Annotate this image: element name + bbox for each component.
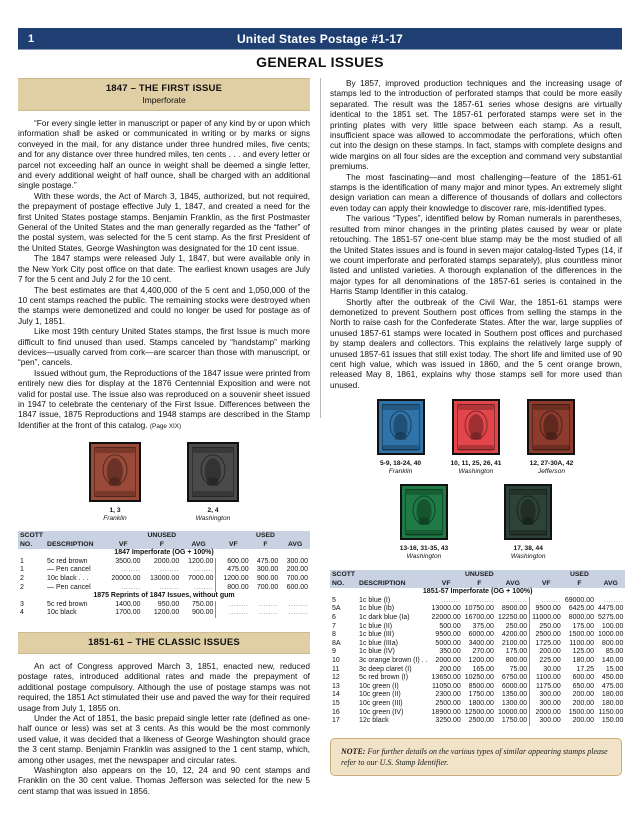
cell-used-avg: 1150.00 — [598, 708, 624, 716]
table-row — [18, 575, 310, 584]
cell-unused-f: 12500.00 — [464, 708, 494, 716]
cell-description: 10c green (III) — [359, 699, 403, 707]
cell-unused-vf: ........ — [441, 596, 461, 604]
page-title: GENERAL ISSUES — [256, 54, 384, 70]
column-header-no: NO. — [18, 540, 45, 549]
cell-description: — Pen cancel — [47, 583, 91, 591]
price-table-1847 — [18, 531, 310, 618]
cell-unused-vf: 2000.00 — [435, 656, 461, 664]
stamp-figure — [527, 399, 575, 476]
left-column — [18, 78, 310, 796]
stamp-figure — [187, 442, 239, 523]
figure-caption-numbers: 17, 38, 44 — [513, 545, 543, 553]
column-header-used-avg: AVG — [596, 579, 625, 588]
page-number: 1 — [28, 32, 35, 45]
cell-description: 5c red brown (I) — [359, 674, 409, 682]
cell-description: 10c black — [47, 609, 77, 617]
cell-unused-vf: 11050.00 — [432, 682, 461, 690]
figure-caption-numbers: 10, 11, 25, 26, 41 — [450, 460, 502, 468]
paragraph: With these words, the Act of March 3, 1845, authorized, but not required, the prepayment of postage effective July 1, 1847, and created a need for the first United States postage stamps. Benjamin Franklin, as the first Postmaster General of the United States and the man generally regarded as the “father” of the postal system, was selected for the 5 cent stamp. As the first President of the United States, George Washington was designated for the 10 cent issue. — [18, 190, 310, 253]
stamp-figure — [451, 399, 502, 476]
table-row — [18, 609, 310, 618]
cell-unused-f: 3400.00 — [468, 639, 494, 647]
table-header — [330, 570, 625, 588]
column-header-spacer — [430, 570, 463, 579]
cell-unused-f: ........ — [159, 566, 180, 574]
cell-used-f: 69000.00 — [564, 596, 595, 604]
column-header-scott: SCOTT — [20, 532, 44, 540]
table-row — [330, 640, 625, 649]
cell-scott-no: 8A — [332, 639, 341, 647]
cell-unused-avg: 250.00 — [505, 622, 528, 630]
cell-unused-avg: 7000.00 — [188, 574, 214, 582]
paragraph: An act of Congress approved March 3, 1851, enacted new, reduced postage rates, introduced additional rates and made the prepayment of additional postage compulsory. Although the use of postage stamps was not required, the 1851 Act stimulated their use and paved the way for their required usage from July 1, 1855 on. — [18, 660, 310, 713]
table-row — [330, 614, 625, 623]
paragraph: Like most 19th century United States stamps, the first Issue is much more difficult to find unused than used. Stamps canceled by “handstamp” marking devices—usually carved from cork—are scarcer than those with manuscript, or “pen”, cancels. — [18, 326, 310, 368]
cell-description: 10c green (I) — [359, 682, 399, 690]
column-header-spacer — [530, 570, 563, 579]
cell-scott-no: 17 — [332, 717, 340, 725]
cell-used-vf: ........ — [216, 609, 251, 618]
cell-unused-f: 10750.00 — [464, 605, 494, 613]
cell-unused-avg: 1750.00 — [501, 717, 528, 725]
cell-unused-f: 13000.00 — [150, 574, 180, 582]
cell-unused-f: 375.00 — [472, 622, 494, 630]
cell-description: 1c blue (I) — [359, 596, 391, 604]
cell-used-f: 6425.00 — [568, 605, 595, 613]
table-row — [330, 623, 625, 632]
note-label: NOTE: — [341, 746, 366, 756]
cell-used-avg: 450.00 — [601, 674, 624, 682]
table-header-row — [330, 570, 625, 579]
table-row — [330, 631, 625, 640]
table-row — [18, 601, 310, 610]
cell-used-avg: 15.00 — [605, 665, 624, 673]
cell-scott-no: 13 — [332, 682, 340, 690]
cell-unused-vf: 18900.00 — [431, 708, 461, 716]
table-row — [330, 657, 625, 666]
cell-unused-avg: 1200.00 — [188, 557, 214, 565]
cell-used-f: 700.00 — [256, 583, 279, 591]
cell-unused-avg: 12250.00 — [497, 613, 528, 621]
cell-unused-avg: 800.00 — [505, 656, 528, 664]
stamp-figure — [377, 399, 425, 476]
column-header-no: NO. — [330, 579, 357, 588]
figure-caption-numbers: 12, 27-30A, 42 — [529, 460, 574, 468]
cell-description: 10c black . . . — [47, 574, 89, 582]
figure-caption-name: Franklin — [103, 515, 127, 523]
column-header-unused-vf: VF — [104, 540, 143, 549]
cell-unused-f: ........ — [159, 583, 180, 591]
cell-unused-vf: 1700.00 — [115, 609, 141, 617]
cell-used-f: 1100.00 — [569, 639, 595, 647]
cell-unused-vf: 2300.00 — [435, 691, 461, 699]
cell-unused-f: 1800.00 — [468, 699, 494, 707]
column-header-used: USED — [563, 570, 596, 579]
cell-unused-f: 8500.00 — [468, 682, 494, 690]
cell-scott-no: 2 — [20, 574, 24, 582]
table-row — [18, 584, 310, 593]
section-heading-1847 — [18, 78, 310, 111]
column-header-unused-f: F — [143, 540, 182, 549]
cell-used-f: ........ — [258, 600, 279, 608]
column-header-unused-avg: AVG — [496, 579, 530, 588]
section-title: 1847 – THE FIRST ISSUE — [105, 83, 223, 94]
cell-used-f: 175.00 — [572, 622, 595, 630]
cell-description: — Pen cancel — [47, 566, 91, 574]
cell-scott-no: 5 — [332, 596, 336, 604]
table-row — [330, 691, 625, 700]
cell-unused-f: ........ — [474, 596, 494, 604]
column-header-used-vf: VF — [216, 540, 251, 549]
table-group-heading-row — [18, 592, 310, 601]
table-group-heading-row — [18, 549, 310, 558]
column-header-spacer — [104, 531, 143, 540]
figure-caption-name: Washington — [195, 515, 231, 523]
cell-unused-f: 270.00 — [472, 648, 494, 656]
cell-unused-avg: ........ — [193, 566, 214, 574]
table-group-title: 1875 Reprints of 1847 Issues, without gum — [93, 592, 235, 600]
stamp-figure — [400, 484, 448, 561]
stamp-jefferson-5c-icon — [527, 399, 575, 455]
cell-unused-vf: 3250.00 — [435, 717, 461, 725]
figure-caption-numbers: 2, 4 — [207, 507, 219, 515]
cell-unused-avg: 2100.00 — [501, 639, 528, 647]
cell-description: 5c red brown — [47, 557, 88, 565]
stamp-washington-12c-black-icon — [504, 484, 552, 540]
figure-caption-name: Jefferson — [537, 468, 566, 476]
cell-description: 10c green (II) — [359, 691, 401, 699]
column-header-spacer — [181, 531, 216, 540]
table-row — [330, 709, 625, 718]
section-subtitle: Imperforate — [142, 95, 186, 105]
cell-used-vf: 11000.00 — [530, 614, 563, 623]
cell-used-vf: ........ — [530, 597, 563, 606]
column-header-description: DESCRIPTION — [357, 579, 429, 588]
cell-unused-f: 10250.00 — [464, 674, 494, 682]
table-group-title: 1847 Imperforate (OG + 100%) — [114, 549, 214, 557]
cell-used-vf: 300.00 — [530, 691, 563, 700]
cell-scott-no: 1 — [20, 557, 24, 565]
cell-unused-f: 2000.00 — [153, 557, 180, 565]
cell-unused-avg: ........ — [507, 596, 528, 604]
cell-used-vf: 2000.00 — [530, 709, 563, 718]
cell-used-f: 8000.00 — [568, 613, 595, 621]
cell-used-avg: 700.00 — [286, 574, 308, 582]
cell-scott-no: 14 — [332, 691, 340, 699]
cell-used-f: 475.00 — [256, 557, 279, 565]
figure-row-1851-b — [330, 484, 622, 561]
cell-scott-no: 4 — [20, 609, 24, 617]
paragraph: By 1857, improved production techniques and the increasing usage of stamps led to the introduction of perforated stamps that could be more easily separated. The result was the 1857-61 series whose designs are virtually identical to the 1851 set. The 1857-61 perforated stamps were set in the printing plates with very little space between each stamp. As a result, insufficient space was allowed to accommodate the perforations, which often cut into the design on these stamps. In fact, stamps with complete designs and wide margins on all four sides are the exception and command very substantial premiums. — [330, 78, 622, 172]
cell-used-f: 180.00 — [572, 656, 595, 664]
column-header-spacer — [45, 531, 104, 540]
cell-used-avg: 85.00 — [605, 648, 624, 656]
column-header-unused-f: F — [463, 579, 496, 588]
cell-used-avg: 5275.00 — [598, 613, 624, 621]
figure-row-1847 — [18, 442, 310, 523]
cell-unused-f: 1750.00 — [468, 691, 494, 699]
cell-used-avg: 200.00 — [286, 566, 308, 574]
cell-unused-vf: 20000.00 — [111, 574, 141, 582]
cell-description: 1c blue (III) — [359, 631, 395, 639]
cell-unused-avg: 6000.00 — [501, 682, 528, 690]
cell-used-avg: 800.00 — [601, 639, 624, 647]
cell-description: 12c black — [359, 717, 389, 725]
page-reference: (Page XIX) — [149, 422, 182, 430]
cell-used-avg: ........ — [288, 609, 308, 617]
price-table-1851 — [330, 570, 625, 726]
cell-scott-no: 7 — [332, 622, 336, 630]
cell-scott-no: 15 — [332, 699, 340, 707]
cell-used-f: 200.00 — [572, 691, 595, 699]
cell-used-vf: 300.00 — [530, 700, 563, 709]
stamp-franklin-1c-icon — [377, 399, 425, 455]
cell-used-avg: 180.00 — [601, 691, 624, 699]
cell-description: 1c blue (IV) — [359, 648, 395, 656]
cell-used-vf: 1725.00 — [530, 640, 563, 649]
cell-used-avg: 600.00 — [286, 583, 308, 591]
cell-used-f: ........ — [258, 609, 279, 617]
stamp-figure — [504, 484, 552, 561]
cell-unused-avg: ........ — [193, 583, 214, 591]
cell-unused-vf: 3500.00 — [115, 557, 141, 565]
cell-unused-avg: 900.00 — [192, 609, 214, 617]
stamp-washington-10c-icon — [187, 442, 239, 502]
section-heading-1851 — [18, 632, 310, 654]
paragraph: Under the Act of 1851, the basic prepaid single letter rate (defined as one-half ounce or less) was set at 3 cents. As this would be the most commonly used value, it was decided that a likeness of George Washington should grace the 3 cent stamp. Benjamin Franklin was assigned to the 1 cent stamp, which, among other usages, met the newspaper and circular rates. — [18, 712, 310, 765]
table-row — [330, 666, 625, 675]
cell-unused-vf: ........ — [121, 566, 141, 574]
cell-unused-avg: 1350.00 — [501, 691, 528, 699]
cell-used-avg: 300.00 — [286, 557, 308, 565]
table-body-left — [18, 549, 310, 618]
cell-unused-avg: 75.00 — [509, 665, 528, 673]
table-header-row — [18, 531, 310, 540]
table-group-heading-row — [330, 588, 625, 597]
cell-unused-f: 1200.00 — [153, 609, 180, 617]
cell-used-avg: 100.00 — [601, 622, 624, 630]
cell-used-avg: 180.00 — [601, 699, 624, 707]
running-title: United States Postage #1-17 — [236, 31, 404, 46]
cell-used-avg: 4475.00 — [598, 605, 624, 613]
cell-used-vf: 2500.00 — [530, 631, 563, 640]
figure-row-1851-a — [330, 399, 622, 476]
cell-used-f: 600.00 — [572, 674, 595, 682]
figure-caption-numbers: 1, 3 — [109, 507, 121, 515]
figure-caption-numbers: 13-16, 31-35, 43 — [399, 545, 449, 553]
cell-unused-vf: 500.00 — [439, 622, 461, 630]
table-row — [330, 597, 625, 606]
stamp-franklin-5c-icon — [89, 442, 141, 502]
cell-unused-f: 2500.00 — [468, 717, 494, 725]
cell-used-f: 900.00 — [256, 574, 279, 582]
paragraph — [18, 368, 310, 432]
cell-scott-no: 12 — [332, 674, 340, 682]
column-header-description: DESCRIPTION — [45, 540, 104, 549]
cell-unused-vf: 5000.00 — [435, 639, 461, 647]
cell-used-f: 1500.00 — [568, 708, 595, 716]
figure-caption-numbers: 5-9, 18-24, 40 — [379, 460, 422, 468]
column-header-unused-avg: AVG — [181, 540, 216, 549]
paragraph: Shortly after the outbreak of the Civil War, the 1851-61 stamps were demonetized to prevent Southern post offices from selling the stamps in the North to raise cash for the Confederate States. After the war, large supplies of unused 1857-61 stamps were located in Southern post offices and purchased by stamp dealers and collectors. This explains the relatively large supply of unused 1857-61 issues that still exist today. The short life and limited use of 90 cent high value, which was issued in 1860, and the 5 cent orange brown, released May 8, 1861, explains why those stamps sell for more used than unused. — [330, 296, 622, 390]
cell-used-vf: 30.00 — [530, 666, 563, 675]
cell-used-vf: 1100.00 — [530, 674, 563, 683]
cell-unused-avg: 10000.00 — [497, 708, 528, 716]
cell-description: 1c blue (II) — [359, 622, 393, 630]
cell-used-vf: 1175.00 — [530, 683, 563, 692]
cell-scott-no: 1 — [20, 566, 24, 574]
paragraph-text: Issued without gum, the Reproductions of the 1847 issue were printed from entirely new dies for display at the 1876 Centennial Exposition and were not valid for postal use. The issue also was reproduced on a souvenir sheet issued in 1947 to celebrate the centenary of the First Issue. Differences between the 1847 issue, 1875 Reproductions and 1948 stamps are described in the Stamp Identifier at the front of this catalog. — [18, 367, 310, 430]
cell-scott-no: 8 — [332, 631, 336, 639]
cell-used-f: 1500.00 — [568, 631, 595, 639]
table-header-row — [18, 540, 310, 549]
cell-unused-avg: 4200.00 — [501, 631, 528, 639]
cell-unused-avg: 750.00 — [192, 600, 214, 608]
table-row — [330, 700, 625, 709]
column-header-spacer — [280, 531, 310, 540]
cell-description: 10c green (IV) — [359, 708, 404, 716]
cell-scott-no: 9 — [332, 648, 336, 656]
stamp-washington-3c-icon — [452, 399, 500, 455]
cell-used-vf: 9500.00 — [530, 605, 563, 614]
cell-unused-f: 6000.00 — [468, 631, 494, 639]
paragraph: Washington also appears on the 10, 12, 24 and 90 cent stamps and Franklin on the 30 cent value. Thomas Jefferson was selected for the new 5 cent stamp that was issued in 1856. — [18, 765, 310, 796]
cell-used-avg: 140.00 — [601, 656, 624, 664]
table-header-row — [330, 579, 625, 588]
cell-unused-vf: 9500.00 — [435, 631, 461, 639]
cell-unused-vf: 350.00 — [439, 648, 461, 656]
cell-unused-vf: 200.00 — [439, 665, 461, 673]
cell-scott-no: 10 — [332, 656, 340, 664]
paragraph: The most fascinating—and most challenging—feature of the 1851-61 stamps is the identification of many major and minor types. An extremely slight design variation can mean a difference of thousands of dollars and collectors even today can apply their knowledge to discover rare, mis-identified types. — [330, 171, 622, 213]
cell-unused-vf: 22000.00 — [431, 613, 461, 621]
cell-used-avg: ........ — [288, 600, 308, 608]
cell-used-f: 650.00 — [572, 682, 595, 690]
page-running-header — [18, 28, 622, 49]
paragraph: The various “Types”, identified below by Roman numerals in parentheses, resulted from minor changes in the printing plates caused by wear or plate retouching. The 1851-57 one-cent blue stamp may be the most studied of all the United States issues and is found in seven major catalog-listed Types (14, if we count imperforate and perforated stamps separately), plus countless minor listed and unlisted varieties. A thorough explanation of the differences in the major types for all denominations of the 1857-61 series is contained in the Harris Stamp Identifier in this catalog. — [330, 213, 622, 297]
table-row — [330, 674, 625, 683]
figure-caption-name: Washington — [458, 468, 494, 476]
cell-scott-no: 11 — [332, 665, 340, 673]
cell-unused-f: 165.00 — [472, 665, 494, 673]
column-header-scott: SCOTT — [332, 571, 356, 579]
table-row — [18, 558, 310, 567]
cell-description: 5c red brown — [47, 600, 88, 608]
section-title: 1851-61 – THE CLASSIC ISSUES — [88, 636, 240, 648]
column-header-used-vf: VF — [530, 579, 563, 588]
column-header-used: USED — [251, 531, 281, 540]
column-header-unused: UNUSED — [463, 570, 496, 579]
cell-used-vf: 600.00 — [216, 558, 251, 567]
column-header-spacer — [216, 531, 251, 540]
column-divider — [320, 78, 321, 418]
cell-used-avg: ........ — [603, 596, 624, 604]
cell-used-f: 200.00 — [572, 717, 595, 725]
cell-unused-vf: 13000.00 — [431, 605, 461, 613]
column-header-used-avg: AVG — [280, 540, 310, 549]
column-header-unused: UNUSED — [143, 531, 182, 540]
cell-used-avg: 150.00 — [601, 717, 624, 725]
cell-used-vf: 475.00 — [216, 566, 251, 575]
column-header-unused-vf: VF — [430, 579, 463, 588]
cell-unused-vf: ........ — [121, 583, 141, 591]
table-row — [330, 683, 625, 692]
cell-used-f: 300.00 — [256, 566, 279, 574]
cell-unused-avg: 1300.00 — [501, 699, 528, 707]
right-column — [330, 78, 622, 776]
column-header-spacer — [596, 570, 625, 579]
cell-description: 1c blue (IIIa) — [359, 639, 398, 647]
cell-used-avg: 1000.00 — [598, 631, 624, 639]
table-body-right — [330, 588, 625, 726]
cell-description: 3c orange brown (I) . . — [359, 656, 428, 664]
cell-used-avg: 475.00 — [601, 682, 624, 690]
cell-used-vf: ........ — [216, 601, 251, 610]
table-row — [330, 717, 625, 726]
paragraph: The 1847 stamps were released July 1, 1847, but were available only in the New York City post office on that date. The earliest known usages are July 7 for the 5 cent and July 2 for the 10 cent. — [18, 253, 310, 285]
column-header-used-f: F — [563, 579, 596, 588]
cell-scott-no: 5A — [332, 605, 341, 613]
cell-scott-no: 3 — [20, 600, 24, 608]
cell-unused-vf: 13650.00 — [431, 674, 461, 682]
cell-description: 3c deep claret (I) — [359, 665, 412, 673]
cell-unused-f: 1200.00 — [468, 656, 494, 664]
cell-description: 1c blue (Ib) — [359, 605, 395, 613]
cell-scott-no: 16 — [332, 708, 340, 716]
cell-unused-vf: 1400.00 — [115, 600, 141, 608]
column-header-spacer — [496, 570, 530, 579]
cell-unused-f: 950.00 — [157, 600, 180, 608]
cell-scott-no: 6 — [332, 613, 336, 621]
cell-used-f: 17.25 — [576, 665, 595, 673]
figure-caption-name: Franklin — [388, 468, 413, 476]
table-row — [330, 605, 625, 614]
paragraph: “For every single letter in manuscript or paper of any kind by or upon which information shall be asked or communicated in writing or by marks or signs conveyed in the mail, for any distance under three hundred miles, five cents; and for any distance over three hundred miles, ten cents . . . and every letter or parcel not exceeding half an ounce in weight shall be deemed a single letter, and every additional weight of half ounce, shall be charged with an additional single postage.” — [18, 118, 310, 191]
column-header-used-f: F — [251, 540, 281, 549]
cell-unused-avg: 6750.00 — [501, 674, 528, 682]
stamp-figure — [89, 442, 141, 523]
table-header — [18, 531, 310, 549]
cell-unused-avg: 8900.00 — [501, 605, 528, 613]
cell-used-vf: 225.00 — [530, 657, 563, 666]
figure-caption-name: Washington — [510, 553, 546, 561]
table-group-title: 1851-57 Imperforate (OG + 100%) — [422, 588, 533, 596]
table-row — [330, 648, 625, 657]
cell-used-f: 200.00 — [572, 699, 595, 707]
cell-used-f: 125.00 — [572, 648, 595, 656]
column-header-spacer — [357, 570, 429, 579]
note-box — [330, 738, 622, 776]
paragraph: The best estimates are that 4,400,000 of the 5 cent and 1,050,000 of the 10 cent stamps reached the public. The remaining stocks were destroyed when the stamps were demonetized and could no longer be used for postage as of July 1, 1851. — [18, 284, 310, 326]
table-row — [18, 566, 310, 575]
figure-caption-name: Washington — [406, 553, 442, 561]
cell-used-vf: 1200.00 — [216, 575, 251, 584]
cell-used-vf: 250.00 — [530, 623, 563, 632]
cell-unused-vf: 2500.00 — [435, 699, 461, 707]
stamp-washington-10c-green-icon — [400, 484, 448, 540]
cell-unused-f: 16700.00 — [464, 613, 494, 621]
cell-unused-avg: 175.00 — [505, 648, 528, 656]
note-text: For further details on the various types of similar appearing stamps please refer to our U.S. Stamp Identifier. — [341, 746, 608, 767]
cell-scott-no: 2 — [20, 583, 24, 591]
cell-used-vf: 300.00 — [530, 717, 563, 726]
cell-description: 1c dark blue (Ia) — [359, 613, 410, 621]
cell-used-vf: 800.00 — [216, 584, 251, 593]
cell-used-vf: 200.00 — [530, 648, 563, 657]
